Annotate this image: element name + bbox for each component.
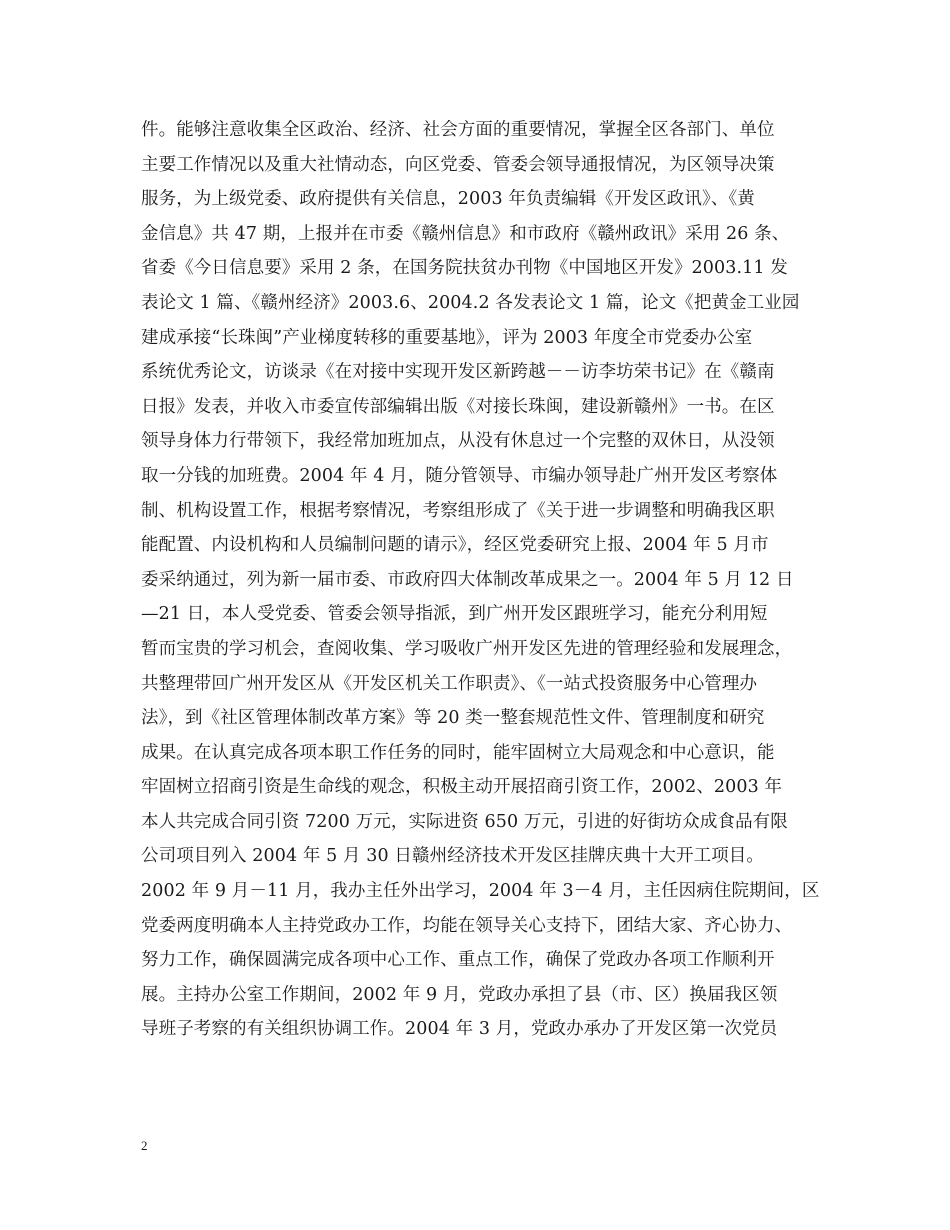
text-line: 件。能够注意收集全区政治、经济、社会方面的重要情况，掌握全区各部门、单位	[141, 120, 775, 140]
text-line: 领导身体力行带领下，我经常加班加点，从没有休息过一个完整的双休日，从没领	[141, 431, 775, 452]
text-line: 委采纳通过，列为新一届市委、市政府四大体制改革成果之一。2004 年 5 月 12 日	[141, 569, 794, 590]
text-line: 牢固树立招商引资是生命线的观念，积极主动开展招商引资工作，2002、2003 年	[141, 777, 783, 798]
text-line: 制、机构设置工作，根据考察情况，考察组形成了《关于进一步调整和明确我区职	[141, 500, 775, 521]
page-number: 2	[141, 1138, 148, 1153]
text-line: 成果。在认真完成各项本职工作任务的同时，能牢固树立大局观念和中心意识，能	[141, 742, 775, 763]
body-text	[141, 113, 831, 1047]
text-line: 公司项目列入 2004 年 5 月 30 日赣州经济技术开发区挂牌庆典十大开工项目。	[141, 846, 765, 867]
text-line: 暂而宝贵的学习机会，查阅收集、学习吸收广州开发区先进的管理经验和发展理念，	[141, 638, 793, 659]
text-line: 导班子考察的有关组织协调工作。2004 年 3 月，党政办承办了开发区第一次党员	[141, 1019, 778, 1040]
text-line: 日报》发表，并收入市委宣传部编辑出版《对接长珠闽，建设新赣州》一书。在区	[141, 396, 775, 417]
text-line: 能配置、内设机构和人员编制问题的请示》，经区党委研究上报、2004 年 5 月市	[141, 535, 769, 556]
text-line: 主要工作情况以及重大社情动态，向区党委、管委会领导通报情况，为区领导决策	[141, 154, 775, 175]
text-line: 系统优秀论文，访谈录《在对接中实现开发区新跨越－－访李坊荣书记》在《赣南	[141, 362, 775, 383]
text-line: 共整理带回广州开发区从《开发区机关工作职责》、《一站式投资服务中心管理办	[141, 673, 758, 694]
text-line: 党委两度明确本人主持党政办工作，均能在领导关心支持下，团结大家、齐心协力、	[141, 915, 793, 936]
text-line: —21 日，本人受党委、管委会领导指派，到广州开发区跟班学习，能充分利用短	[141, 604, 768, 625]
text-line: 本人共完成合同引资 7200 万元，实际进资 650 万元，引进的好街坊众成食品有限	[141, 811, 788, 832]
text-line: 建成承接“长珠闽”产业梯度转移的重要基地》，评为 2003 年度全市党委办公室	[141, 327, 753, 348]
text-line: 省委《今日信息要》采用 2 条，在国务院扶贫办刊物《中国地区开发》2003.11 发	[141, 258, 788, 279]
text-line: 2002 年 9 月－11 月，我办主任外出学习，2004 年 3－4 月，主任因病住院期间，区	[141, 881, 820, 902]
text-line: 金信息》共 47 期，上报并在市委《赣州信息》和市政府《赣州政讯》采用 26 条、	[141, 223, 790, 244]
text-line: 服务，为上级党委、政府提供有关信息，2003 年负责编辑《开发区政讯》、《黄	[141, 189, 755, 210]
text-line: 法》，到《社区管理体制改革方案》等 20 类一整套规范性文件、管理制度和研究	[141, 708, 765, 729]
text-line: 表论文 1 篇、《赣州经济》2003.6、2004.2 各发表论文 1 篇，论文《把黄金工业园	[141, 292, 800, 313]
text-line: 展。主持办公室工作期间，2002 年 9 月，党政办承担了县（市、区）换届我区领	[141, 984, 778, 1005]
text-line: 努力工作，确保圆满完成各项中心工作、重点工作，确保了党政办各项工作顺利开	[141, 950, 775, 971]
text-line: 取一分钱的加班费。2004 年 4 月，随分管领导、市编办领导赴广州开发区考察体	[141, 465, 778, 486]
